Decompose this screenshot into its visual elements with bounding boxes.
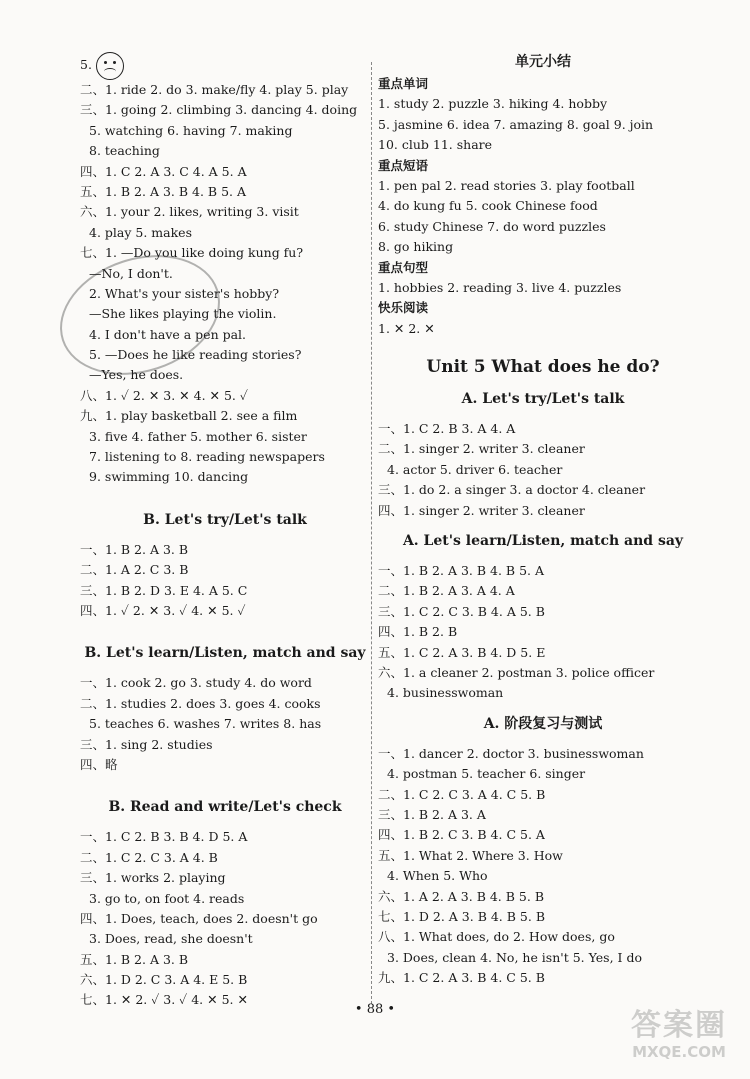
column-divider — [371, 62, 372, 1004]
subsection-label: 重点单词 — [378, 76, 429, 91]
spacer — [80, 621, 370, 641]
answer-line: 6. study Chinese 7. do word puzzles — [378, 218, 606, 234]
section-heading: B. Let's learn/Listen, match and say — [84, 645, 366, 662]
answer-line: 四、1. singer 2. writer 3. cleaner — [378, 502, 585, 518]
answer-line: 六、1. A 2. A 3. B 4. B 5. B — [378, 888, 545, 904]
watermark-logo — [614, 1009, 744, 1073]
answer-line: 一、1. C 2. B 3. B 4. D 5. A — [80, 829, 248, 845]
answer-line: 3. Does, clean 4. No, he isn't 5. Yes, I do — [387, 949, 642, 965]
answer-line: 三、1. C 2. C 3. B 4. A 5. B — [378, 603, 545, 619]
answer-line: 二、1. C 2. C 3. A 4. C 5. B — [378, 786, 546, 802]
section-heading: A. Let's try/Let's talk — [461, 391, 625, 408]
answer-line: 4. play 5. makes — [89, 224, 192, 240]
answer-line: 四、1. Does, teach, does 2. doesn't go — [80, 910, 318, 926]
watermark-url: MXQE.COM — [632, 1043, 726, 1061]
answer-line: 3. Does, read, she doesn't — [89, 931, 253, 947]
answer-line: 二、1. B 2. A 3. A 4. A — [378, 583, 515, 599]
answer-line: 三、1. B 2. D 3. E 4. A 5. C — [80, 582, 248, 598]
answer-line: 九、1. C 2. A 3. B 4. C 5. B — [378, 970, 545, 986]
answer-line: 二、1. studies 2. does 3. goes 4. cooks — [80, 695, 321, 711]
answer-line: 七、1. D 2. A 3. B 4. B 5. B — [378, 908, 545, 924]
answer-line: 8. go hiking — [378, 239, 454, 255]
spacer — [378, 411, 708, 419]
section-heading: B. Let's try/Let's talk — [143, 511, 307, 528]
answer-line: 5. jasmine 6. idea 7. amazing 8. goal 9. join — [378, 116, 654, 132]
answer-line: 三、1. going 2. climbing 3. dancing 4. doing — [80, 102, 358, 118]
answer-line: 5. —Does he like reading stories? — [89, 347, 302, 363]
spacer — [378, 521, 708, 529]
answer-line: —No, I don't. — [89, 265, 173, 281]
section-heading: 单元小结 — [515, 54, 571, 70]
answer-line: 二、1. A 2. C 3. B — [80, 562, 189, 578]
answer-line: 五、1. What 2. Where 3. How — [378, 847, 563, 863]
answer-line: 5. teaches 6. washes 7. writes 8. has — [89, 716, 322, 732]
section-heading: A. Let's learn/Listen, match and say — [402, 533, 684, 550]
answer-line: 六、1. your 2. likes, writing 3. visit — [80, 204, 299, 220]
answer-line: 五、1. B 2. A 3. B 4. B 5. A — [80, 183, 247, 199]
answer-line: 1. study 2. puzzle 3. hiking 4. hobby — [378, 96, 608, 112]
answer-line: 五、1. C 2. A 3. B 4. D 5. E — [378, 644, 546, 660]
spacer — [80, 488, 370, 508]
answer-line: —She likes playing the violin. — [89, 306, 277, 322]
unit-title: Unit 5 What does he do? — [426, 357, 660, 378]
answer-line: 2. What's your sister's hobby? — [89, 285, 280, 301]
spacer — [80, 665, 370, 673]
section-heading: A. 阶段复习与测试 — [483, 715, 603, 732]
answer-line: 4. do kung fu 5. cook Chinese food — [378, 198, 598, 214]
answer-line: 4. postman 5. teacher 6. singer — [387, 766, 586, 782]
answer-line: 二、1. C 2. C 3. A 4. B — [80, 849, 218, 865]
answer-line: 1. hobbies 2. reading 3. live 4. puzzles — [378, 279, 622, 295]
answer-line: 四、略 — [80, 756, 118, 772]
answer-line: 八、1. What does, do 2. How does, go — [378, 929, 615, 945]
answer-line: 一、1. cook 2. go 3. study 4. do word — [80, 675, 312, 691]
answer-line: 六、1. a cleaner 2. postman 3. police officer — [378, 664, 655, 680]
answer-line: 七、1. —Do you like doing kung fu? — [80, 245, 304, 261]
answer-line: 七、1. ✕ 2. ✓ 3. ✓ 4. ✕ 5. ✕ — [80, 992, 248, 1008]
answer-line: 3. go to, on foot 4. reads — [89, 890, 245, 906]
spacer — [378, 553, 708, 561]
answer-line: 4. actor 5. driver 6. teacher — [387, 461, 563, 477]
answer-line: 5. — [80, 50, 370, 80]
answer-line: 一、1. C 2. B 3. A 4. A — [378, 421, 516, 437]
answer-line: 8. teaching — [89, 143, 160, 159]
answer-line: 一、1. B 2. A 3. B 4. B 5. A — [378, 563, 545, 579]
answer-line: 7. listening to 8. reading newspapers — [89, 449, 325, 465]
answer-line: 10. club 11. share — [378, 137, 493, 153]
answer-line: 三、1. B 2. A 3. A — [378, 806, 486, 822]
answer-line: 3. five 4. father 5. mother 6. sister — [89, 428, 307, 444]
spacer — [80, 775, 370, 795]
answer-line: 九、1. play basketball 2. see a film — [80, 408, 298, 424]
answer-line: 四、1. B 2. B — [378, 624, 458, 640]
page-number: • 88 • — [354, 1002, 396, 1017]
answer-line: 四、1. C 2. A 3. C 4. A 5. A — [80, 163, 247, 179]
spacer — [80, 819, 370, 827]
subsection-label: 重点短语 — [378, 157, 429, 173]
answer-line: 1. ✕ 2. ✕ — [378, 320, 435, 336]
answer-line: 三、1. works 2. playing — [80, 870, 226, 886]
answer-line: 1. pen pal 2. read stories 3. play football — [378, 177, 635, 193]
answer-line: 三、1. do 2. a singer 3. a doctor 4. cleaner — [378, 482, 646, 498]
answer-line: 9. swimming 10. dancing — [89, 469, 249, 485]
answer-line: —Yes, he does. — [89, 367, 184, 383]
answer-line: 四、1. B 2. C 3. B 4. C 5. A — [378, 827, 545, 843]
answer-line: 一、1. dancer 2. doctor 3. businesswoman — [378, 745, 644, 761]
right-column — [378, 50, 708, 988]
watermark-title: 答案圈 — [631, 1008, 727, 1043]
answer-line: 三、1. sing 2. studies — [80, 736, 213, 752]
sad-face-icon — [96, 52, 124, 80]
answer-line: 一、1. B 2. A 3. B — [80, 541, 189, 557]
spacer — [378, 339, 708, 347]
answer-line: 5. watching 6. having 7. making — [89, 122, 293, 138]
spacer — [80, 532, 370, 540]
spacer — [378, 736, 708, 744]
left-column — [80, 50, 370, 1011]
answer-line: 四、1. ✓ 2. ✕ 3. ✓ 4. ✕ 5. ✓ — [80, 602, 246, 618]
spacer — [378, 704, 708, 712]
answer-line: 4. businesswoman — [387, 685, 504, 701]
answer-line: 二、1. singer 2. writer 3. cleaner — [378, 441, 585, 457]
subsection-label: 快乐阅读 — [378, 300, 429, 316]
answer-line: 六、1. D 2. C 3. A 4. E 5. B — [80, 972, 248, 988]
answer-line: 4. When 5. Who — [387, 868, 488, 884]
answer-line: 八、1. ✓ 2. ✕ 3. ✕ 4. ✕ 5. ✓ — [80, 387, 248, 403]
subsection-label: 重点句型 — [378, 259, 429, 275]
section-heading: B. Read and write/Let's check — [108, 799, 342, 816]
answer-line: 五、1. B 2. A 3. B — [80, 951, 189, 967]
answer-line: 二、1. ride 2. do 3. make/fly 4. play 5. play — [80, 82, 349, 97]
answer-line: 4. I don't have a pen pal. — [89, 326, 247, 342]
